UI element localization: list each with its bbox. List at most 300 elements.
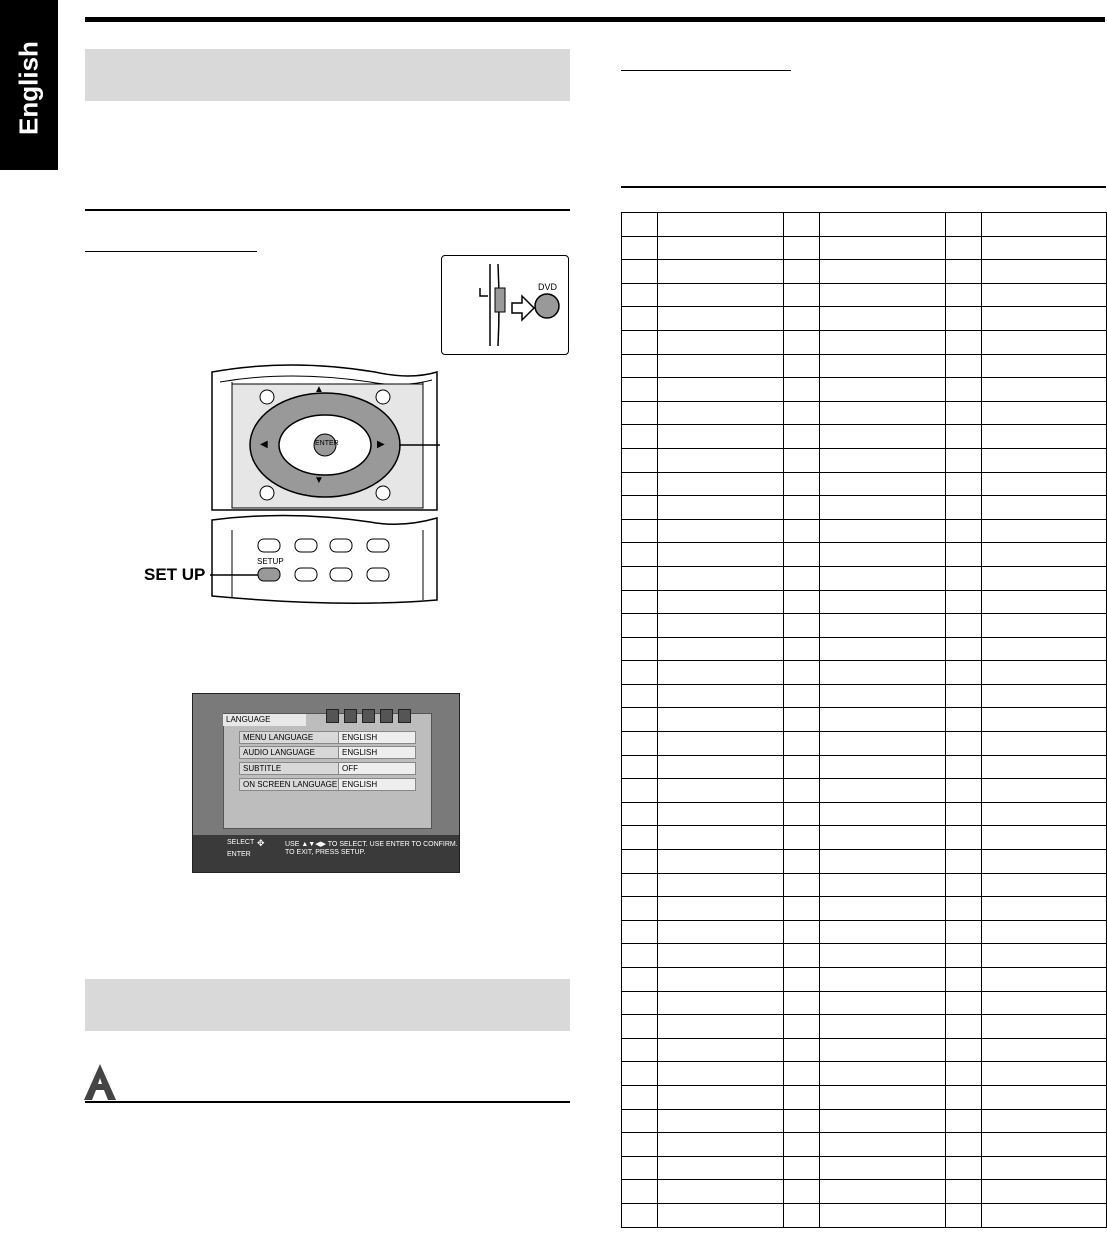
section-rule-right: [621, 186, 1106, 188]
audio-tab-icon: [362, 709, 375, 723]
subheading-underline-left: [85, 251, 257, 252]
code-cell: [784, 354, 820, 378]
code-cell: [622, 260, 658, 284]
language-cell: [820, 1156, 946, 1180]
code-cell: [946, 213, 982, 237]
language-cell: [982, 897, 1107, 921]
code-cell: [946, 307, 982, 331]
language-cell: [982, 260, 1107, 284]
code-cell: [946, 1062, 982, 1086]
language-cell: [658, 826, 784, 850]
language-cell: [820, 708, 946, 732]
arrow-down-icon: ▼: [314, 475, 324, 486]
code-cell: [622, 661, 658, 685]
system-tab-icon: [380, 709, 393, 723]
code-cell: [784, 566, 820, 590]
code-cell: [784, 920, 820, 944]
language-cell: [658, 543, 784, 567]
code-cell: [784, 448, 820, 472]
code-cell: [946, 330, 982, 354]
language-cell: [820, 496, 946, 520]
language-cell: [820, 283, 946, 307]
osd-footer-select: SELECT: [227, 839, 255, 846]
table-row: [622, 968, 1107, 992]
language-cell: [658, 1062, 784, 1086]
code-cell: [946, 1015, 982, 1039]
code-cell: [622, 637, 658, 661]
language-cell: [658, 968, 784, 992]
table-row: [622, 732, 1107, 756]
logo-a-svg: [80, 1062, 120, 1102]
code-cell: [946, 1133, 982, 1157]
language-cell: [982, 779, 1107, 803]
osd-row-label: ON SCREEN LANGUAGE: [239, 778, 340, 791]
language-cell: [820, 614, 946, 638]
table-row: [622, 448, 1107, 472]
code-cell: [622, 897, 658, 921]
code-cell: [946, 566, 982, 590]
language-cell: [658, 991, 784, 1015]
language-cell: [820, 1038, 946, 1062]
table-row: [622, 826, 1107, 850]
code-cell: [784, 944, 820, 968]
code-cell: [622, 684, 658, 708]
language-cell: [820, 779, 946, 803]
arrow-right-icon: ▶: [377, 439, 385, 450]
language-cell: [658, 684, 784, 708]
language-cell: [820, 1015, 946, 1039]
code-cell: [946, 354, 982, 378]
language-cell: [982, 684, 1107, 708]
language-cell: [658, 1203, 784, 1227]
subheading-underline-right: [621, 70, 791, 71]
code-cell: [784, 850, 820, 874]
code-cell: [946, 755, 982, 779]
code-cell: [622, 213, 658, 237]
language-cell: [820, 637, 946, 661]
code-cell: [622, 732, 658, 756]
language-cell: [982, 1203, 1107, 1227]
language-cell: [982, 1109, 1107, 1133]
osd-row-label: AUDIO LANGUAGE: [239, 746, 340, 759]
osd-footer-enter: ENTER: [227, 851, 251, 858]
osd-footer-line1: USE ▲▼◀▶ TO SELECT. USE ENTER TO CONFIRM.: [285, 841, 458, 848]
language-cell: [658, 496, 784, 520]
code-cell: [946, 637, 982, 661]
code-cell: [784, 614, 820, 638]
language-cell: [982, 1062, 1107, 1086]
language-cell: [982, 1133, 1107, 1157]
osd-row-value: ENGLISH: [338, 731, 416, 744]
language-cell: [982, 732, 1107, 756]
language-cell: [820, 307, 946, 331]
language-cell: [658, 897, 784, 921]
code-cell: [622, 448, 658, 472]
language-cell: [982, 802, 1107, 826]
code-cell: [622, 826, 658, 850]
code-cell: [946, 684, 982, 708]
code-cell: [946, 590, 982, 614]
code-cell: [622, 944, 658, 968]
code-cell: [946, 1038, 982, 1062]
language-cell: [820, 661, 946, 685]
code-cell: [784, 213, 820, 237]
table-row: [622, 1038, 1107, 1062]
code-cell: [784, 425, 820, 449]
language-cell: [658, 1038, 784, 1062]
table-row: [622, 1015, 1107, 1039]
language-cell: [820, 1085, 946, 1109]
language-cell: [658, 519, 784, 543]
language-cell: [982, 991, 1107, 1015]
osd-tab-icons: [326, 709, 411, 723]
code-cell: [784, 283, 820, 307]
language-cell: [820, 1203, 946, 1227]
language-cell: [658, 944, 784, 968]
language-cell: [820, 755, 946, 779]
language-cell: [658, 779, 784, 803]
code-cell: [784, 732, 820, 756]
language-cell: [820, 472, 946, 496]
language-cell: [658, 755, 784, 779]
language-cell: [982, 354, 1107, 378]
language-cell: [658, 307, 784, 331]
table-row: [622, 496, 1107, 520]
table-row: [622, 543, 1107, 567]
language-cell: [982, 330, 1107, 354]
language-cell: [820, 236, 946, 260]
language-cell: [982, 236, 1107, 260]
table-row: [622, 1085, 1107, 1109]
code-cell: [622, 1180, 658, 1204]
code-cell: [946, 448, 982, 472]
code-cell: [784, 590, 820, 614]
code-cell: [946, 991, 982, 1015]
code-cell: [784, 236, 820, 260]
code-cell: [622, 354, 658, 378]
language-cell: [658, 873, 784, 897]
section-rule-left: [85, 209, 570, 211]
code-cell: [946, 708, 982, 732]
language-cell: [820, 425, 946, 449]
language-cell: [658, 661, 784, 685]
language-cell: [982, 755, 1107, 779]
language-cell: [820, 330, 946, 354]
language-cell: [658, 590, 784, 614]
osd-row-value: OFF: [338, 762, 416, 775]
table-row: [622, 991, 1107, 1015]
arrow-left-icon: ◀: [260, 439, 268, 450]
table-row: [622, 213, 1107, 237]
code-cell: [784, 1062, 820, 1086]
code-cell: [622, 1156, 658, 1180]
code-cell: [784, 378, 820, 402]
language-cell: [820, 213, 946, 237]
language-cell: [658, 614, 784, 638]
language-cell: [982, 968, 1107, 992]
code-cell: [622, 566, 658, 590]
table-row: [622, 401, 1107, 425]
code-cell: [784, 968, 820, 992]
language-side-tab: [0, 0, 58, 170]
setup-key-label: SETUP: [257, 557, 284, 566]
code-cell: [784, 472, 820, 496]
language-cell: [982, 283, 1107, 307]
language-cell: [820, 590, 946, 614]
language-cell: [982, 1156, 1107, 1180]
language-cell: [820, 1180, 946, 1204]
code-cell: [622, 236, 658, 260]
code-cell: [946, 1156, 982, 1180]
code-cell: [622, 920, 658, 944]
picture-tab-icon: [344, 709, 357, 723]
code-cell: [946, 496, 982, 520]
code-cell: [622, 496, 658, 520]
language-cell: [820, 732, 946, 756]
language-cell: [658, 1015, 784, 1039]
language-cell: [982, 496, 1107, 520]
table-row: [622, 283, 1107, 307]
language-cell: [658, 802, 784, 826]
language-cell: [982, 1085, 1107, 1109]
language-cell: [820, 873, 946, 897]
table-row: [622, 1133, 1107, 1157]
section-banner-bottom: [85, 979, 570, 1031]
table-row: [622, 425, 1107, 449]
language-cell: [820, 1133, 946, 1157]
language-cell: [982, 566, 1107, 590]
code-cell: [784, 1085, 820, 1109]
language-cell: [982, 590, 1107, 614]
code-cell: [946, 732, 982, 756]
code-cell: [946, 260, 982, 284]
table-row: [622, 944, 1107, 968]
code-cell: [622, 1203, 658, 1227]
code-cell: [784, 260, 820, 284]
language-cell: [820, 1109, 946, 1133]
language-cell: [982, 378, 1107, 402]
code-cell: [784, 496, 820, 520]
code-cell: [946, 378, 982, 402]
code-cell: [784, 1015, 820, 1039]
code-cell: [946, 826, 982, 850]
table-row: [622, 1109, 1107, 1133]
language-cell: [820, 519, 946, 543]
table-row: [622, 307, 1107, 331]
osd-row-value: ENGLISH: [338, 746, 416, 759]
language-cell: [658, 213, 784, 237]
language-cell: [982, 307, 1107, 331]
code-cell: [946, 968, 982, 992]
code-cell: [784, 826, 820, 850]
language-cell: [658, 566, 784, 590]
table-row: [622, 260, 1107, 284]
language-cell: [658, 472, 784, 496]
code-cell: [784, 684, 820, 708]
language-cell: [658, 1109, 784, 1133]
language-cell: [658, 260, 784, 284]
arrow-up-icon: ▲: [314, 384, 324, 395]
language-cell: [982, 637, 1107, 661]
code-cell: [622, 1085, 658, 1109]
code-cell: [946, 779, 982, 803]
code-cell: [946, 1109, 982, 1133]
code-cell: [622, 307, 658, 331]
language-setup-screen: [192, 693, 460, 873]
code-cell: [622, 1038, 658, 1062]
language-cell: [820, 448, 946, 472]
code-cell: [622, 519, 658, 543]
table-row: [622, 873, 1107, 897]
code-cell: [946, 236, 982, 260]
language-cell: [658, 1085, 784, 1109]
code-cell: [784, 755, 820, 779]
code-cell: [784, 873, 820, 897]
language-cell: [658, 1156, 784, 1180]
osd-row-value: ENGLISH: [338, 778, 416, 791]
code-cell: [622, 1133, 658, 1157]
code-cell: [946, 1180, 982, 1204]
language-cell: [820, 378, 946, 402]
language-cell: [658, 448, 784, 472]
code-cell: [946, 472, 982, 496]
language-cell: [982, 472, 1107, 496]
language-cell: [982, 661, 1107, 685]
table-row: [622, 802, 1107, 826]
language-cell: [820, 968, 946, 992]
table-row: [622, 897, 1107, 921]
code-cell: [784, 543, 820, 567]
language-cell: [658, 1133, 784, 1157]
setup-callout: SET UP: [144, 565, 206, 584]
language-cell: [982, 826, 1107, 850]
table-row: [622, 684, 1107, 708]
language-tab-icon: [326, 709, 339, 723]
code-cell: [622, 708, 658, 732]
bottom-section-rule: [85, 1101, 570, 1103]
code-cell: [946, 1085, 982, 1109]
table-row: [622, 590, 1107, 614]
language-cell: [982, 401, 1107, 425]
code-cell: [622, 802, 658, 826]
code-cell: [622, 590, 658, 614]
table-row: [622, 850, 1107, 874]
language-cell: [658, 378, 784, 402]
table-row: [622, 236, 1107, 260]
mode-switch-svg: [442, 256, 568, 354]
code-cell: [946, 283, 982, 307]
table-row: [622, 779, 1107, 803]
osd-header: LANGUAGE: [223, 714, 306, 726]
language-cell: [658, 637, 784, 661]
top-rule: [85, 17, 1105, 22]
code-cell: [946, 873, 982, 897]
language-cell: [982, 1038, 1107, 1062]
language-cell: [982, 944, 1107, 968]
code-cell: [784, 1203, 820, 1227]
code-cell: [946, 401, 982, 425]
code-cell: [784, 779, 820, 803]
code-cell: [946, 661, 982, 685]
language-cell: [820, 260, 946, 284]
code-cell: [784, 708, 820, 732]
language-cell: [658, 850, 784, 874]
table-row: [622, 637, 1107, 661]
edit-tab-icon: [398, 709, 411, 723]
mode-switch-illustration: [441, 255, 569, 355]
table-row: [622, 661, 1107, 685]
table-row: [622, 378, 1107, 402]
code-cell: [784, 401, 820, 425]
language-cell: [658, 401, 784, 425]
language-cell: [820, 543, 946, 567]
code-cell: [784, 1133, 820, 1157]
code-cell: [622, 1015, 658, 1039]
language-cell: [982, 850, 1107, 874]
language-cell: [658, 708, 784, 732]
language-cell: [982, 873, 1107, 897]
osd-row-label: SUBTITLE: [239, 762, 340, 775]
code-cell: [946, 543, 982, 567]
language-cell: [658, 354, 784, 378]
code-cell: [622, 543, 658, 567]
code-cell: [946, 897, 982, 921]
code-cell: [784, 307, 820, 331]
code-cell: [946, 519, 982, 543]
code-cell: [622, 401, 658, 425]
code-cell: [946, 802, 982, 826]
code-cell: [784, 991, 820, 1015]
language-cell: [820, 850, 946, 874]
code-cell: [622, 614, 658, 638]
code-cell: [622, 425, 658, 449]
table-row: [622, 1156, 1107, 1180]
osd-joystick-icon: ✥: [257, 838, 265, 848]
language-cell: [820, 991, 946, 1015]
language-cell: [820, 354, 946, 378]
table-row: [622, 614, 1107, 638]
table-row: [622, 566, 1107, 590]
code-cell: [946, 425, 982, 449]
language-cell: [658, 236, 784, 260]
table-row: [622, 1062, 1107, 1086]
code-cell: [622, 472, 658, 496]
table-row: [622, 519, 1107, 543]
language-cell: [982, 920, 1107, 944]
osd-row-label: MENU LANGUAGE: [239, 731, 340, 744]
code-cell: [946, 944, 982, 968]
table-row: [622, 755, 1107, 779]
table-row: [622, 330, 1107, 354]
table-row: [622, 472, 1107, 496]
language-cell: [982, 1015, 1107, 1039]
language-cell: [658, 425, 784, 449]
language-cell: [820, 684, 946, 708]
code-cell: [784, 802, 820, 826]
code-cell: [784, 519, 820, 543]
language-cell: [658, 732, 784, 756]
language-cell: [982, 708, 1107, 732]
dvd-key-label: DVD: [538, 282, 558, 292]
table-row: [622, 920, 1107, 944]
language-cell: [820, 944, 946, 968]
language-cell: [658, 283, 784, 307]
code-cell: [622, 283, 658, 307]
code-cell: [784, 1180, 820, 1204]
side-tab-label: English: [13, 41, 44, 135]
language-cell: [658, 330, 784, 354]
code-cell: [622, 779, 658, 803]
